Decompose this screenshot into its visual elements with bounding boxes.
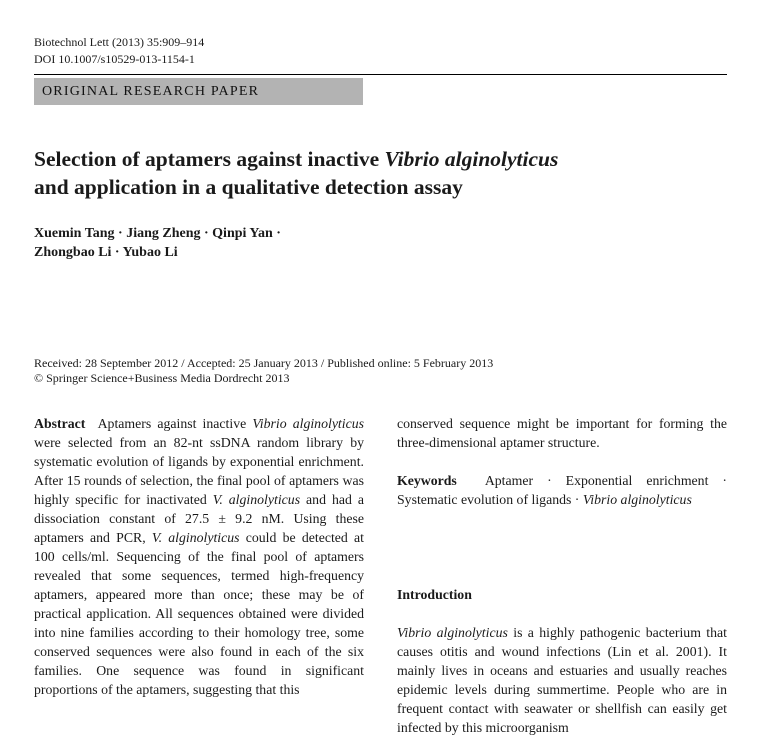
keywords-block xyxy=(397,471,727,509)
abstract-species-3: V. alginolyticus xyxy=(151,530,240,545)
abstract-continuation: conserved sequence might be important for forming the three-dimensional aptamer structure. xyxy=(397,416,727,450)
abstract-heading: Abstract xyxy=(34,416,86,431)
abstract-text-2: were selected from an 82-nt ssDNA random library by systematic evolution of ligands by exponential enrichment. After 15 rounds of selection, the final pool of aptamers was highly specific for inactivated xyxy=(34,435,364,507)
history-dates: Received: 28 September 2012 / Accepted: 25 January 2013 / Published online: 5 February 2013 xyxy=(34,356,494,370)
introduction-heading: Introduction xyxy=(397,587,472,602)
title-line1-prefix: Selection of aptamers against inactive xyxy=(34,147,385,171)
abstract-species-2: V. alginolyticus xyxy=(212,492,301,507)
right-column xyxy=(397,414,727,737)
abstract-text-4: could be detected at 100 cells/ml. Sequencing of the final pool of aptamers revealed that some sequences, termed high-frequency aptamers, appeared more than once; these may be of practical application. All sequences obtained were divided into nine families according to their homology tree, some conserved sequences were also found in each of the six families. One sequence was found in significant proportions of the aptamers, suggesting that this xyxy=(34,530,365,697)
intro-species: Vibrio alginolyticus xyxy=(397,625,508,640)
abstract-text-3: and had a dissociation constant of 27.5 ± 9.2 nM. Using these aptamers and PCR, xyxy=(34,492,364,545)
authors-line2: Zhongbao Li · Yubao Li xyxy=(34,245,178,260)
article-history xyxy=(34,356,724,386)
introduction-body xyxy=(397,623,727,737)
title-line2: and application in a qualitative detection assay xyxy=(34,175,463,199)
title-line1-italic: Vibrio alginolyticus xyxy=(384,147,559,171)
paper-title xyxy=(34,145,724,201)
authors-line1: Xuemin Tang · Jiang Zheng · Qinpi Yan · xyxy=(34,226,281,241)
abstract-species-1: Vibrio alginolyticus xyxy=(252,416,364,431)
journal-citation-block xyxy=(34,34,204,68)
keywords-species: Vibrio alginolyticus xyxy=(582,492,692,507)
abstract-column xyxy=(34,414,364,699)
keywords-heading: Keywords xyxy=(397,473,457,488)
keywords-text: Aptamer · Exponential enrichment · Systematic evolution of ligands · xyxy=(397,473,728,507)
author-list xyxy=(34,224,454,262)
paper-type-banner: ORIGINAL RESEARCH PAPER xyxy=(34,78,363,105)
header-rule xyxy=(34,74,727,75)
journal-citation: Biotechnol Lett (2013) 35:909–914 xyxy=(34,35,205,49)
intro-text-2: ). It mainly lives in oceans and estuaries and usually reaches epidemic levels during summertime. People who are in frequent contact with seawater or shellfish can easily get infected by this microorganism xyxy=(397,644,727,735)
abstract-text-1: Aptamers against inactive xyxy=(97,416,253,431)
doi: DOI 10.1007/s10529-013-1154-1 xyxy=(34,52,195,66)
copyright-notice: © Springer Science+Business Media Dordrecht 2013 xyxy=(34,371,290,385)
intro-text-1: is a highly pathogenic bacterium that causes otitis and wound infections (Lin et al. xyxy=(397,625,727,659)
citation-link[interactable]: 2001 xyxy=(675,644,704,659)
